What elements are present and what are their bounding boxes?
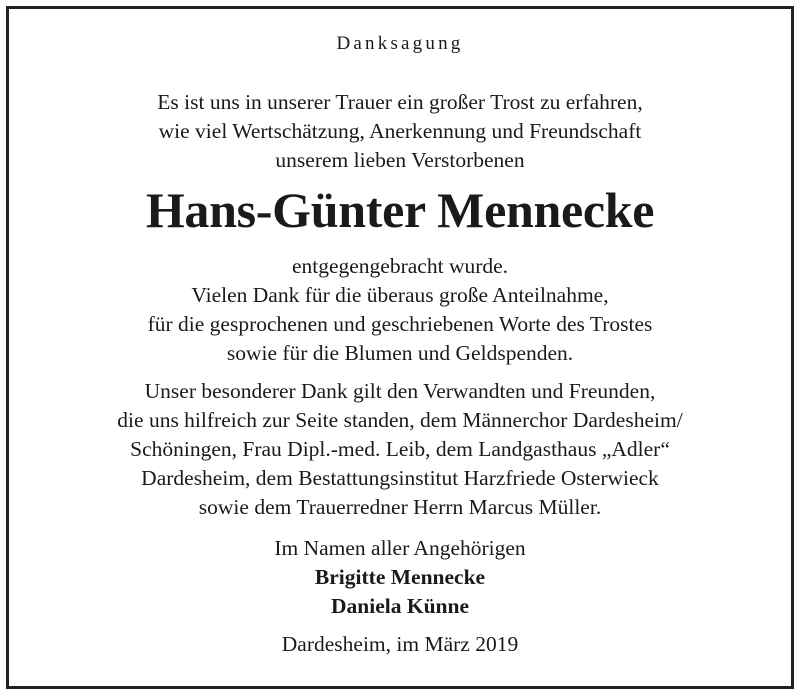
special-thanks-line: Schöningen, Frau Dipl.-med. Leib, dem Landgasthaus „Adler“ xyxy=(130,437,670,461)
thanks-line: entgegengebracht wurde. xyxy=(291,254,509,278)
thanks-paragraph xyxy=(0,252,800,368)
special-thanks-line: Dardesheim, dem Bestattungsinstitut Harzfriede Osterwieck xyxy=(141,466,659,490)
signatory-name: Brigitte Mennecke xyxy=(314,565,486,589)
intro-paragraph xyxy=(0,88,800,175)
signature-preamble: Im Namen aller Angehörigen xyxy=(274,536,526,560)
special-thanks-paragraph xyxy=(0,377,800,522)
deceased-name: Hans-Günter Mennecke xyxy=(145,182,655,238)
special-thanks-line: sowie dem Trauerredner Herrn Marcus Müller. xyxy=(198,495,602,519)
thanks-line: Vielen Dank für die überaus große Anteilnahme, xyxy=(191,283,609,307)
intro-line: Es ist uns in unserer Trauer ein großer Trost zu erfahren, xyxy=(157,90,643,114)
special-thanks-line: die uns hilfreich zur Seite standen, dem Männerchor Dardesheim/ xyxy=(117,408,683,432)
signature-block xyxy=(0,534,800,621)
thanks-line: für die gesprochenen und geschriebenen Worte des Trostes xyxy=(147,312,653,336)
signatory-name: Daniela Künne xyxy=(331,594,469,618)
notice-heading: Danksagung xyxy=(336,33,464,54)
place-date xyxy=(0,630,800,659)
place-date-line: Dardesheim, im März 2019 xyxy=(281,632,519,656)
special-thanks-line: Unser besonderer Dank gilt den Verwandten und Freunden, xyxy=(144,379,656,403)
thanks-line: sowie für die Blumen und Geldspenden. xyxy=(226,341,574,365)
intro-line: wie viel Wertschätzung, Anerkennung und Freundschaft xyxy=(158,119,642,143)
intro-line: unserem lieben Verstorbenen xyxy=(275,148,525,172)
